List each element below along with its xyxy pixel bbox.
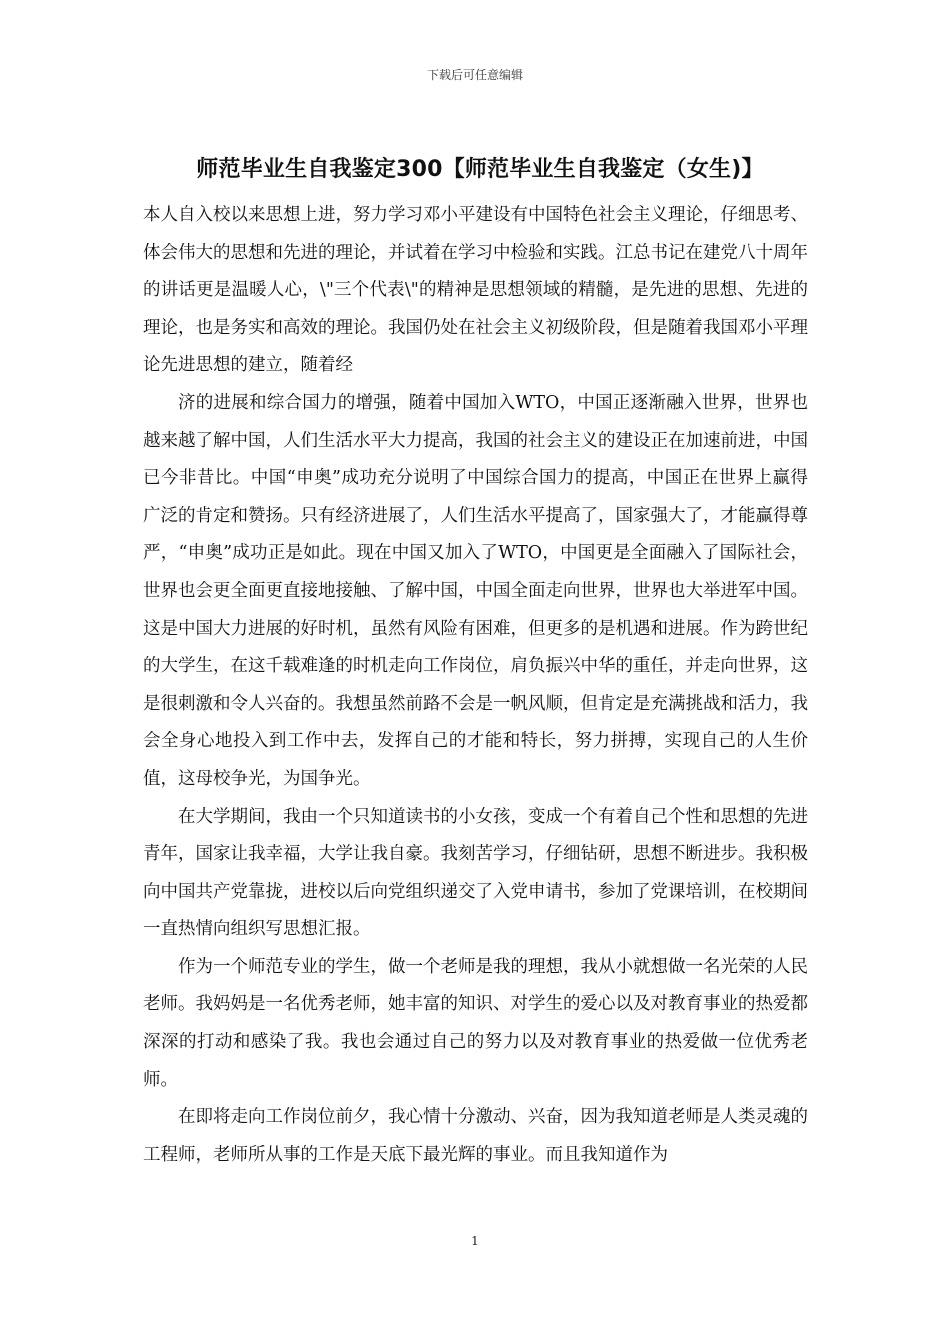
document-body	[143, 197, 808, 1174]
header-note: 下载后可任意编辑	[426, 68, 523, 82]
document-title: 师范毕业生自我鉴定300【师范毕业生自我鉴定（女生)】	[196, 157, 764, 182]
paragraph: 作为一个师范专业的学生，做一个老师是我的理想，我从小就想做一名光荣的人民老师。我妈妈是一名优秀老师，她丰富的知识、对学生的爱心以及对教育事业的热爱都深深的打动和感染了我。我也会通过自己的努力以及对教育事业的热爱做一位优秀老师。	[143, 956, 808, 1090]
paragraph: 在即将走向工作岗位前夕，我心情十分激动、兴奋，因为我知道老师是人类灵魂的工程师，老师所从事的工作是天底下最光辉的事业。而且我知道作为	[143, 1107, 808, 1165]
page-number: 1	[471, 1234, 479, 1248]
paragraph: 在大学期间，我由一个只知道读书的小女孩，变成一个有着自己个性和思想的先进青年，国家让我幸福，大学让我自豪。我刻苦学习，仔细钻研，思想不断进步。我积极向中国共产党靠拢，进校以后向党组织递交了入党申请书，参加了党课培训，在校期间一直热情向组织写思想汇报。	[143, 806, 808, 940]
paragraph: 济的进展和综合国力的增强，随着中国加入WTO，中国正逐渐融入世界，世界也越来越了解中国，人们生活水平大力提高，我国的社会主义的建设正在加速前进，中国已今非昔比。中国“申奥”成功充分说明了中国综合国力的提高，中国正在世界上赢得广泛的肯定和赞扬。只有经济进展了，人们生活水平提高了，国家强大了，才能赢得尊严，“申奥”成功正是如此。现在中国又加入了WTO，中国更是全面融入了国际社会，世界也会更全面更直接地接触、了解中国，中国全面走向世界，世界也大举进军中国。这是中国大力进展的好时机，虽然有风险有困难，但更多的是机遇和进展。作为跨世纪的大学生，在这千载难逢的时机走向工作岗位，肩负振兴中华的重任，并走向世界，这是很刺激和令人兴奋的。我想虽然前路不会是一帆风顺，但肯定是充满挑战和活力，我会全身心地投入到工作中去，发挥自己的才能和特长，努力拼搏，实现自己的人生价值，这母校争光，为国争光。	[143, 392, 808, 789]
paragraph: 本人自入校以来思想上进，努力学习邓小平建设有中国特色社会主义理论，仔细思考、体会伟大的思想和先进的理论，并试着在学习中检验和实践。江总书记在建党八十周年的讲话更是温暖人心，\"三个代表\"的精神是思想领域的精髓，是先进的思想、先进的理论，也是务实和高效的理论。我国仍处在社会主义初级阶段，但是随着我国邓小平理论先进思想的建立，随着经	[143, 205, 808, 376]
